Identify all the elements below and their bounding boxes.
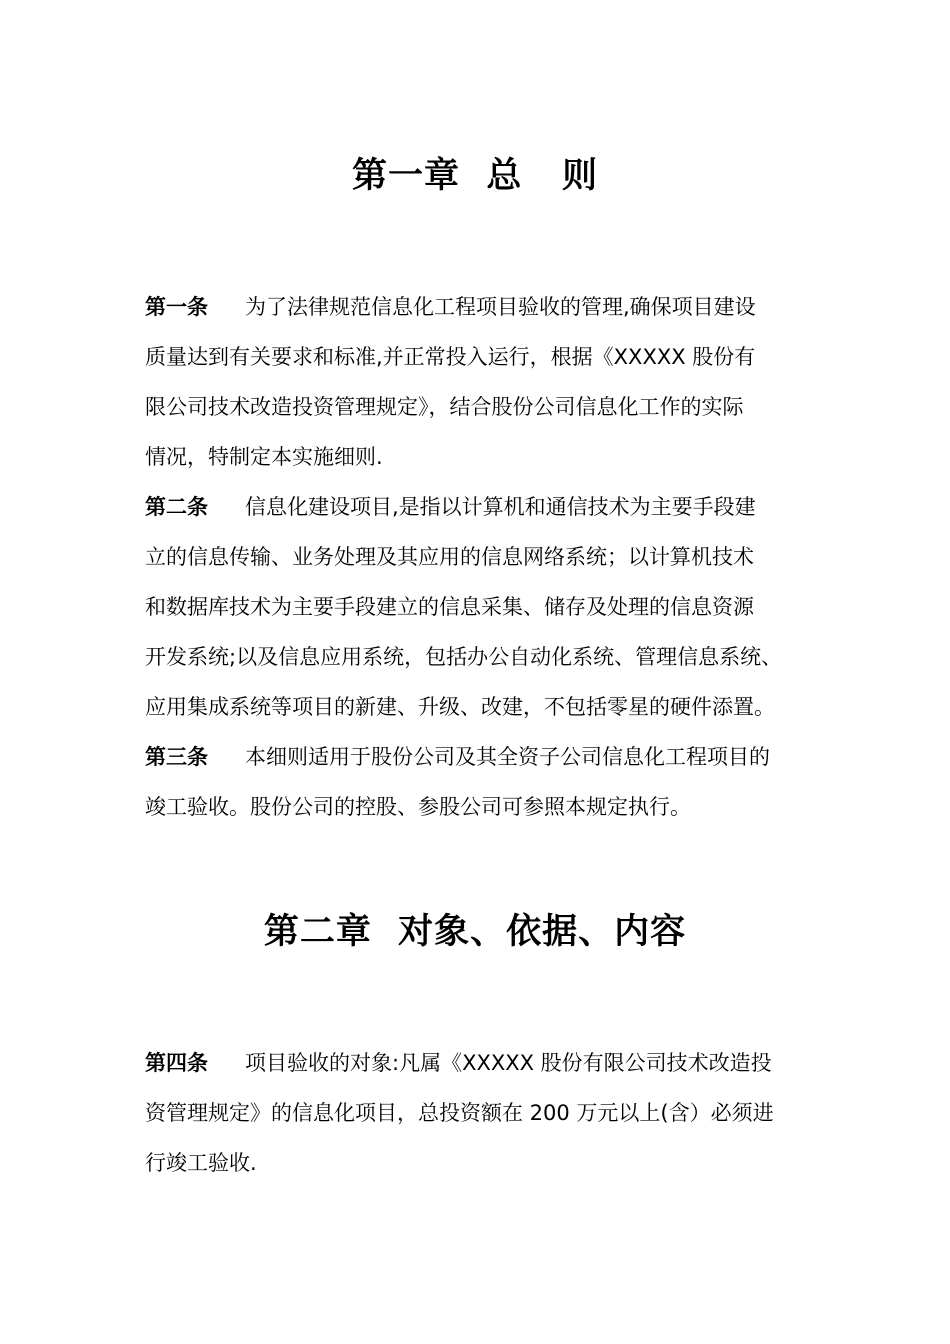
- article-3-line-1: [145, 732, 825, 782]
- article-3-text-1: 本细则适用于股份公司及其全资子公司信息化工程项目的: [245, 745, 770, 769]
- article-2-line-2: 立的信息传输、业务处理及其应用的信息网络系统；以计算机技术: [145, 545, 754, 569]
- chapter-1-title: 第一章 总 则: [352, 156, 598, 196]
- article-1-line-4: 情况，特制定本实施细则.: [145, 445, 383, 469]
- article-1: [145, 282, 825, 482]
- article-4-text-1: 项目验收的对象:凡属《XXXXX 股份有限公司技术改造投: [245, 1051, 772, 1075]
- article-2-line-1: [145, 482, 825, 532]
- article-4-line-2: 资管理规定》的信息化项目，总投资额在 200 万元以上(含）必须进: [145, 1101, 774, 1125]
- article-3-label: 第三条: [145, 745, 208, 769]
- article-3-line-2: 竣工验收。股份公司的控股、参股公司可参照本规定执行。: [145, 795, 691, 819]
- article-4-line-1: [145, 1038, 825, 1088]
- article-4-line-3: 行竣工验收.: [145, 1151, 257, 1175]
- article-1-label: 第一条: [145, 295, 208, 319]
- article-2-line-3: 和数据库技术为主要手段建立的信息采集、储存及处理的信息资源: [145, 595, 754, 619]
- article-2: [145, 482, 825, 732]
- article-1-line-2: 质量达到有关要求和标准,并正常投入运行，根据《XXXXX 股份有: [145, 345, 756, 369]
- article-2-line-4: 开发系统;以及信息应用系统，包括办公自动化系统、管理信息系统、: [145, 645, 783, 669]
- article-4-label: 第四条: [145, 1051, 208, 1075]
- article-1-line-3: 限公司技术改造投资管理规定》，结合股份公司信息化工作的实际: [145, 395, 744, 419]
- article-2-line-5: 应用集成系统等项目的新建、升级、改建，不包括零星的硬件添置。: [145, 695, 775, 719]
- article-3: [145, 732, 825, 832]
- article-2-label: 第二条: [145, 495, 208, 519]
- article-4: [145, 1038, 825, 1188]
- chapter-2-title: 第二章 对象、依据、内容: [263, 912, 687, 952]
- article-1-text-1: 为了法律规范信息化工程项目验收的管理,确保项目建设: [245, 295, 756, 319]
- article-1-line-1: [145, 282, 825, 332]
- article-2-text-1: 信息化建设项目,是指以计算机和通信技术为主要手段建: [245, 495, 756, 519]
